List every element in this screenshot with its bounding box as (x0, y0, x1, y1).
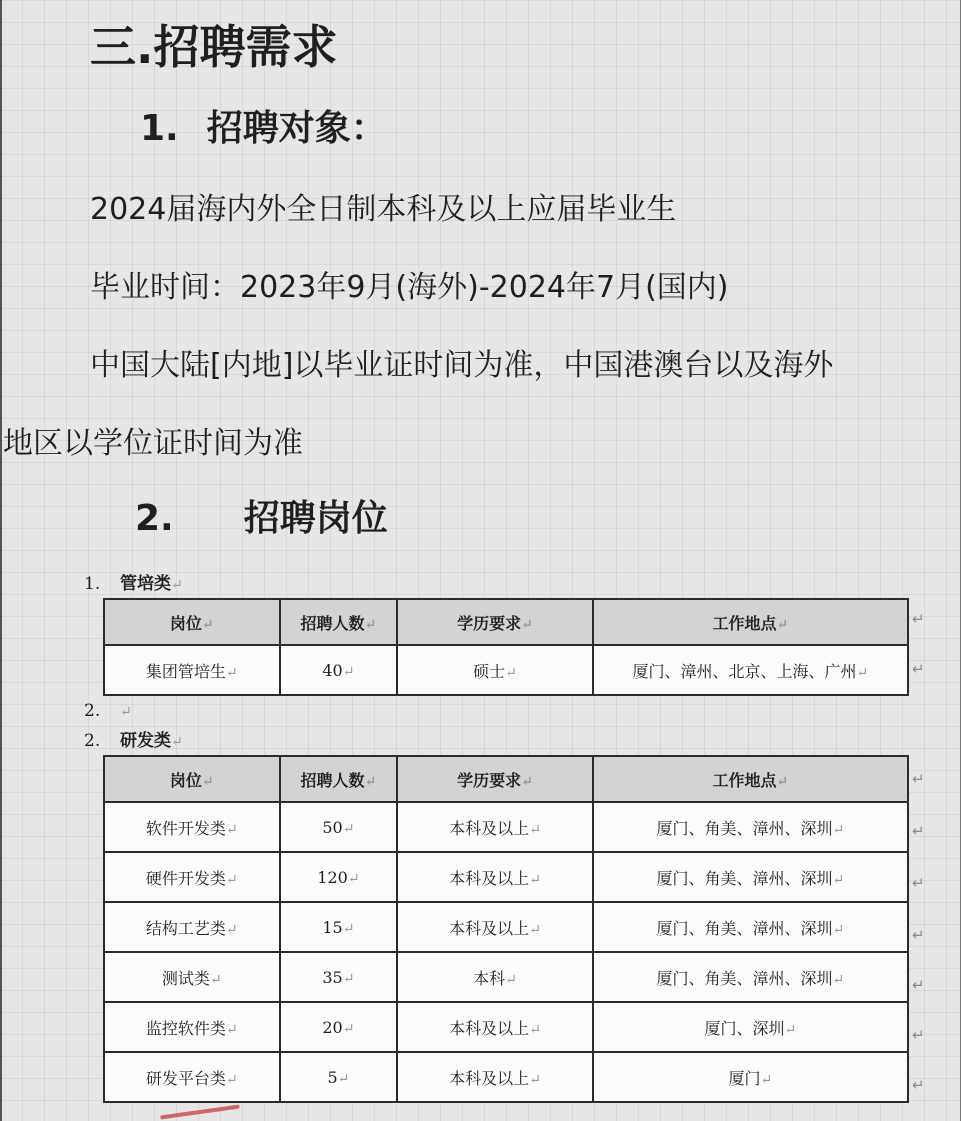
cell-location: 厦门、深圳↵ (593, 1002, 908, 1052)
cell-location: 厦门↵ (593, 1052, 908, 1102)
cell-position: 监控软件类↵ (104, 1002, 280, 1052)
cell-education: 硕士↵ (397, 645, 592, 695)
row-end-mark-icon: ↵ (912, 926, 925, 944)
cell-position: 测试类↵ (104, 952, 280, 1002)
table-row (104, 1002, 908, 1052)
row-end-mark-icon: ↵ (912, 660, 925, 678)
target-line-3: 中国大陆[内地]以毕业证时间为准，中国港澳台以及海外 (90, 348, 834, 383)
cell-education: 本科及以上↵ (397, 1052, 592, 1102)
paragraph-mark-icon: ↵ (120, 704, 132, 720)
list-item-management (84, 573, 183, 596)
header-location: 工作地点↵ (593, 756, 908, 802)
header-education: 学历要求↵ (397, 599, 592, 645)
list-number: 2. (84, 731, 101, 751)
cell-location: 厦门、角美、漳州、深圳↵ (593, 952, 908, 1002)
cell-location: 厦门、漳州、北京、上海、广州↵ (593, 645, 908, 695)
cell-location: 厦门、角美、漳州、深圳↵ (593, 902, 908, 952)
cell-position: 结构工艺类↵ (104, 902, 280, 952)
row-end-mark-icon: ↵ (912, 610, 925, 628)
cell-count: 35↵ (280, 952, 398, 1002)
list-number: 2. (84, 701, 101, 721)
list-number: 1. (84, 574, 101, 594)
table-row (104, 645, 908, 695)
cell-count: 15↵ (280, 902, 398, 952)
cell-position: 软件开发类↵ (104, 802, 280, 852)
cell-position: 集团管培生↵ (104, 645, 280, 695)
management-table (103, 598, 909, 696)
section-title: 三.招聘需求 (90, 20, 338, 74)
cell-position: 硬件开发类↵ (104, 852, 280, 902)
cell-education: 本科及以上↵ (397, 1002, 592, 1052)
table-header-row (104, 599, 908, 645)
table-row (104, 802, 908, 852)
table-row (104, 1052, 908, 1102)
target-heading-number: 1. (140, 108, 179, 149)
positions-heading-number: 2. (135, 498, 174, 539)
table-row (104, 952, 908, 1002)
target-heading (140, 104, 387, 154)
cell-count: 20↵ (280, 1002, 398, 1052)
header-count: 招聘人数↵ (280, 599, 398, 645)
cell-count: 120↵ (280, 852, 398, 902)
row-end-mark-icon: ↵ (912, 1076, 925, 1094)
row-end-mark-icon: ↵ (912, 822, 925, 840)
cell-location: 厦门、角美、漳州、深圳↵ (593, 852, 908, 902)
header-education: 学历要求↵ (397, 756, 592, 802)
cell-education: 本科及以上↵ (397, 902, 592, 952)
cell-education: 本科及以上↵ (397, 802, 592, 852)
cell-education: 本科及以上↵ (397, 852, 592, 902)
target-line-1: 2024届海内外全日制本科及以上应届毕业生 (90, 192, 677, 227)
rnd-table (103, 755, 909, 1103)
header-position: 岗位↵ (104, 599, 280, 645)
cell-count: 50↵ (280, 802, 398, 852)
table-row (104, 902, 908, 952)
list-item-rnd (84, 730, 183, 753)
list-item-empty (84, 700, 132, 723)
cell-location: 厦门、角美、漳州、深圳↵ (593, 802, 908, 852)
row-end-mark-icon: ↵ (912, 1026, 925, 1044)
table-header-row (104, 756, 908, 802)
list-label: 管培类 (120, 574, 171, 594)
cell-position: 研发平台类↵ (104, 1052, 280, 1102)
cell-education: 本科↵ (397, 952, 592, 1002)
page-left-border (0, 0, 2, 1121)
target-line-4: 地区以学位证时间为准 (3, 426, 303, 461)
paragraph-mark-icon: ↵ (171, 734, 183, 750)
row-end-mark-icon: ↵ (912, 874, 925, 892)
target-line-2: 毕业时间：2023年9月(海外)-2024年7月(国内) (90, 270, 729, 305)
target-heading-title: 招聘对象： (206, 108, 387, 149)
table-row (104, 852, 908, 902)
positions-heading-title: 招聘岗位 (243, 498, 388, 539)
header-position: 岗位↵ (104, 756, 280, 802)
header-location: 工作地点↵ (593, 599, 908, 645)
header-count: 招聘人数↵ (280, 756, 398, 802)
row-end-mark-icon: ↵ (912, 976, 925, 994)
row-end-mark-icon: ↵ (912, 770, 925, 788)
list-label: 研发类 (120, 731, 171, 751)
paragraph-mark-icon: ↵ (171, 577, 183, 593)
pen-stroke (160, 1104, 240, 1119)
cell-count: 5↵ (280, 1052, 398, 1102)
positions-heading (135, 494, 388, 544)
cell-count: 40↵ (280, 645, 398, 695)
